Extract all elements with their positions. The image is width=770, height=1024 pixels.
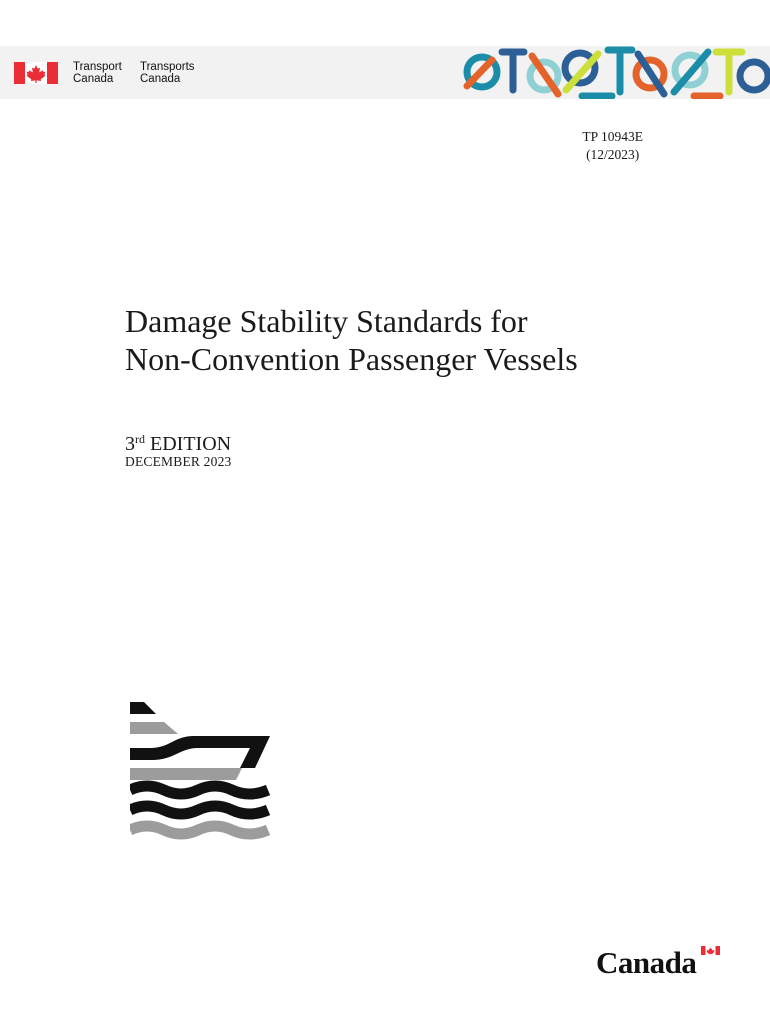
title-line-1: Damage Stability Standards for bbox=[125, 303, 528, 339]
document-date: (12/2023) bbox=[586, 147, 640, 162]
ship-wave-logo-icon bbox=[130, 702, 272, 848]
header-band bbox=[0, 46, 770, 99]
decorative-pattern bbox=[462, 46, 770, 99]
department-name-fr: Transports Canada bbox=[140, 61, 195, 85]
edition-date: DECEMBER 2023 bbox=[125, 454, 232, 469]
document-code: TP 10943E bbox=[582, 129, 643, 144]
department-name-en: Transport Canada bbox=[73, 61, 122, 85]
canada-flag-icon bbox=[701, 946, 720, 955]
page-title bbox=[125, 302, 578, 378]
document-number bbox=[582, 128, 643, 164]
title-line-2: Non-Convention Passenger Vessels bbox=[125, 341, 578, 377]
canada-wordmark: Canada bbox=[596, 946, 726, 982]
edition-label: 3rd EDITION bbox=[125, 432, 232, 455]
canada-flag-icon bbox=[14, 62, 58, 84]
